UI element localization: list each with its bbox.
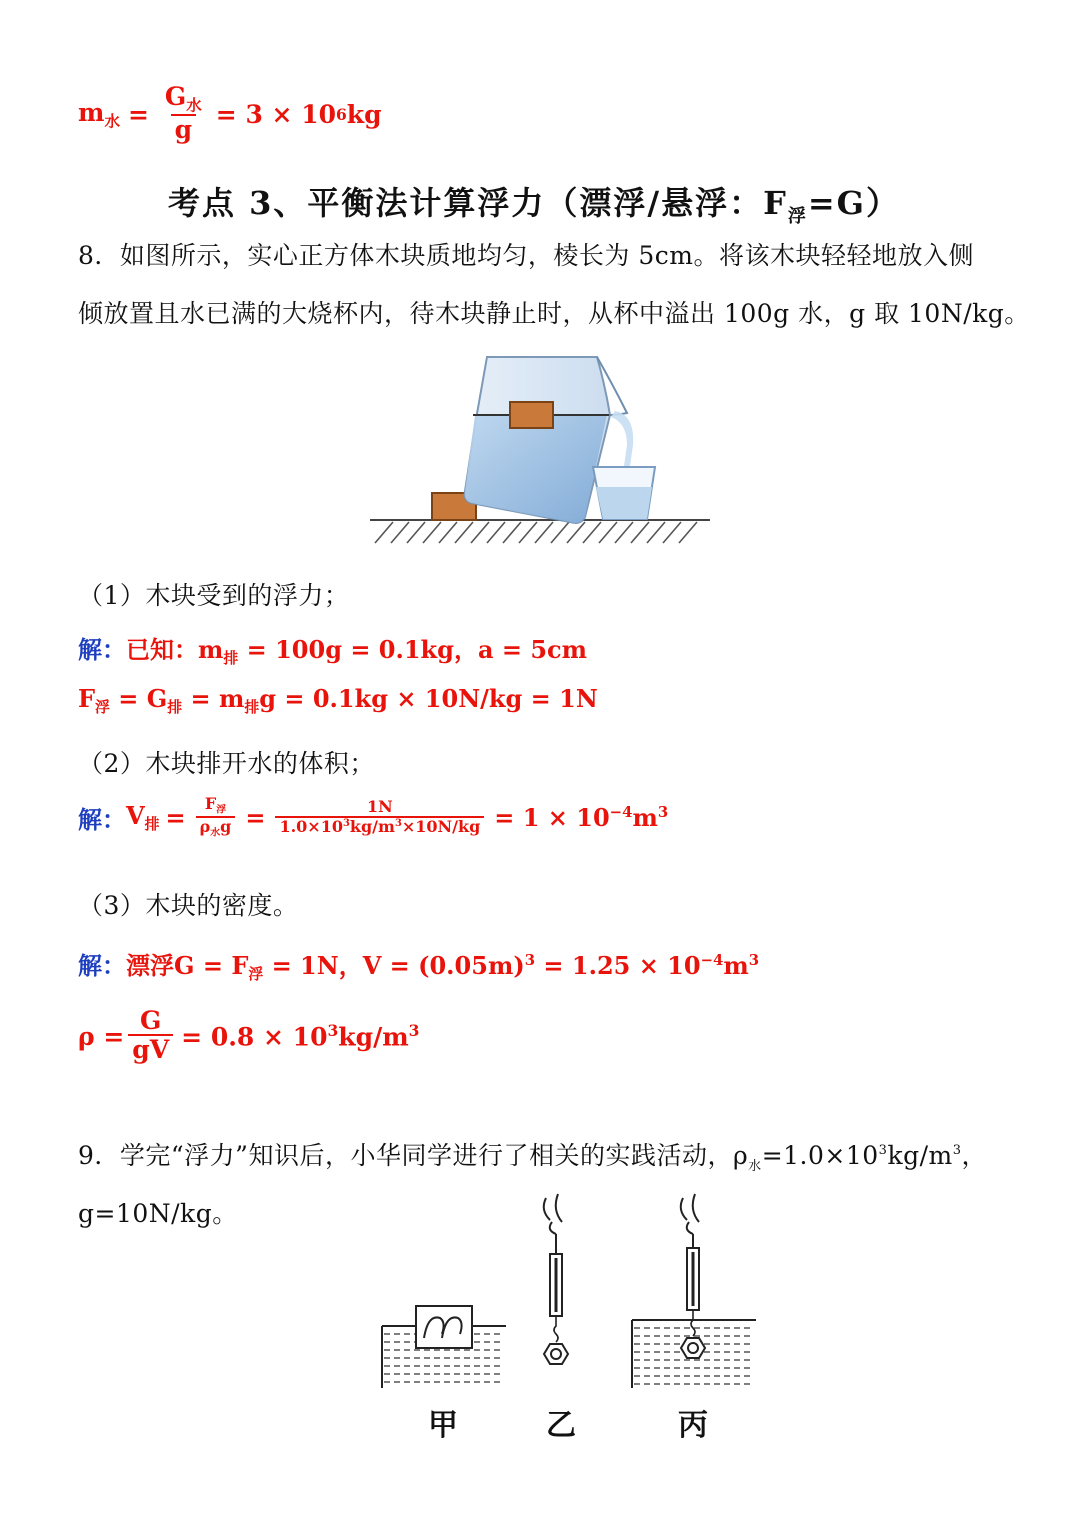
q9-line1: 9．学完“浮力”知识后，小华同学进行了相关的实践活动，$\rho_水=1.0\times 10^3kg/m^3$， [78, 1141, 988, 1174]
q8-line2: 倾放置且水已满的大烧杯内，待木块静止时，从杯中溢出 100g 水，g 取 10N/kg。 [78, 299, 1030, 328]
q8-solution1: 解：已知：$m_排 = 100g = 0.1kg$，a = 5cm [78, 635, 588, 668]
formula-fraction: $\frac{G_水}{g}$ [164, 82, 202, 144]
formula-lhs: $m_水$ [78, 97, 120, 130]
figure-yi [544, 1194, 568, 1364]
q8-part2: （2）木块排开水的体积； [78, 749, 375, 778]
q8-part1: （1）木块受到的浮力； [78, 581, 350, 610]
label-jia: 甲 [428, 1408, 458, 1443]
figure-bing [632, 1194, 756, 1388]
wood-block-floating [510, 402, 553, 428]
fraction-buoyancy: $\frac{F_浮}{\rho_水g}$ [196, 796, 236, 839]
top-formula: $m_水$ = $\frac{G_水}{g}$ = 3 × 10 6 kg [78, 82, 382, 144]
spring-scale-figure [380, 1188, 760, 1398]
section-title: 考点 3、平衡法计算浮力（漂浮/悬浮：$F_浮=G$） [168, 184, 900, 227]
beaker-figure [365, 345, 715, 550]
label-yi: 乙 [546, 1408, 576, 1443]
q8-solution1b: $F_浮 = G_排 = m_排g = 0.1kg \times 10N/kg = 1N$ [78, 684, 598, 717]
q8-solution2: 解： $V_排$ = $\frac{F_浮}{\rho_水g}$ = $\frac{1N}{1.0\times 10^3kg/m^3\times 10N/kg}$ = $1 \times 10^{-4}m^3$ [78, 794, 669, 839]
q8-part3: （3）木块的密度。 [78, 891, 299, 920]
q9-line2: g=10N/kg。 [78, 1199, 238, 1228]
ground-hatching [375, 522, 697, 543]
density-fraction: $\frac{G}{gV}$ [128, 1008, 173, 1065]
figure-jia [382, 1306, 506, 1388]
q8-solution3b: ρ = $\frac{G}{gV}$ = $0.8 \times 10^3kg/m^3$ [78, 1006, 420, 1065]
fraction-numeric: $\frac{1N}{1.0\times 10^3kg/m^3\times 10N/kg}$ [275, 799, 484, 836]
label-bing: 丙 [678, 1408, 708, 1443]
q8-line1: 8．如图所示，实心正方体木块质地均匀，棱长为 5cm。将该木块轻轻地放入侧 [78, 241, 974, 270]
water-stream [611, 411, 633, 473]
q8-solution3: 解：漂浮$G = F_浮 = 1N$，$V = (0.05m)^3 = 1.25 \times 10^{-4}m^3$ [78, 951, 760, 984]
